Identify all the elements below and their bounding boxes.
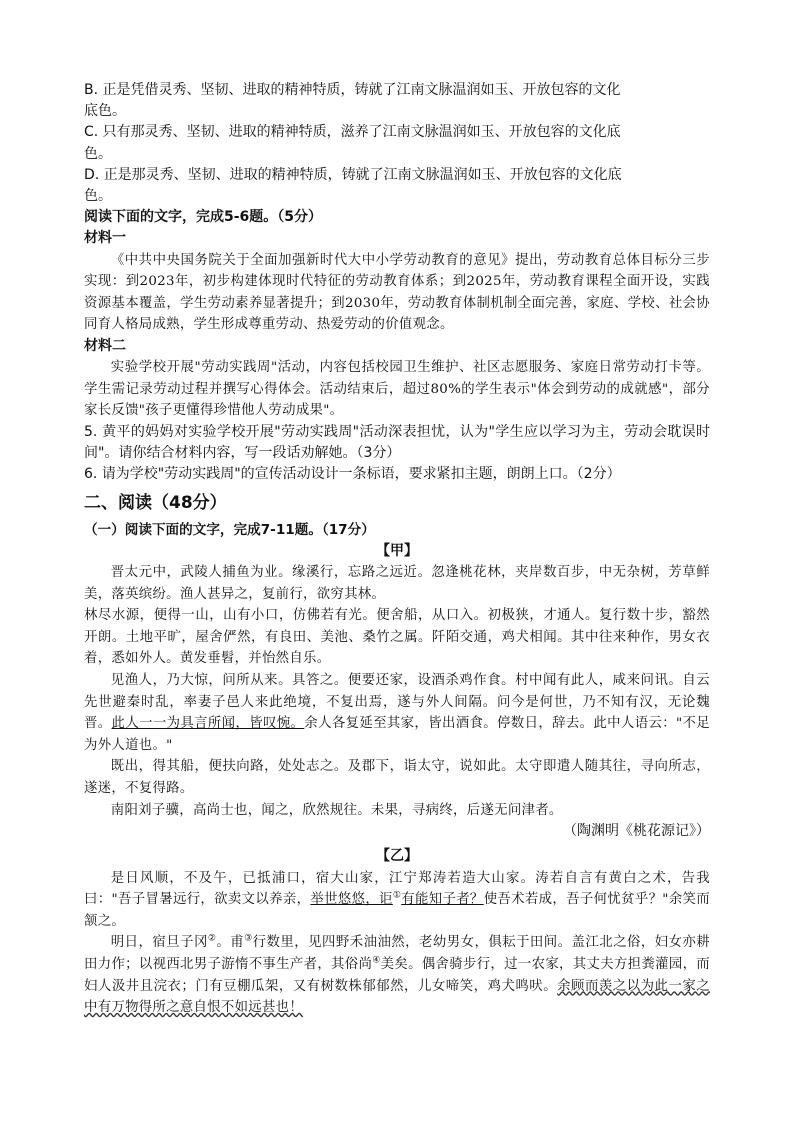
jia-source: （陶渊明《桃花源记》） bbox=[563, 823, 710, 840]
jia-underlined-sentence: 此人一一为具言所闻，皆叹惋。 bbox=[111, 716, 305, 732]
jia-paragraph-4: 既出，得其船，便扶向路，处处志之。及郡下，诣太守，说如此。太守即遣人随其往，寻向所志，遂迷，不复得路。 bbox=[84, 759, 710, 796]
option-d-line1: D. 正是那灵秀、坚韧、进取的精神特质，铸就了江南文脉温润如玉、开放包容的文化底 bbox=[84, 166, 622, 183]
reading-5-6-heading: 阅读下面的文字，完成5-6题。（5分） bbox=[84, 209, 323, 226]
jia-paragraph-2: 林尽水源，便得一山，山有小口，仿佛若有光。便舍船，从口入。初极狭，才通人。复行数十步，豁然开朗。土地平旷，屋舍俨然，有良田、美池、桑竹之属。阡陌交通，鸡犬相闻。其中往来种作，男女衣着，悉如外人。黄发垂髫，并怡然自乐。 bbox=[84, 608, 710, 667]
option-b-line2: 底色。 bbox=[84, 103, 126, 120]
footnote-marker-4: ④ bbox=[372, 955, 381, 966]
jia-p3-text-b: 余人各复延至其家，皆出酒食。停数日，辞去。此中人语云："不足为外人道也。" bbox=[84, 716, 710, 753]
passage-yi-label: 【乙】 bbox=[376, 848, 418, 865]
yi-paragraph-2 bbox=[84, 932, 710, 1018]
option-b-line1: B. 正是凭借灵秀、坚韧、进取的精神特质，铸就了江南文脉温润如玉、开放包容的文化 bbox=[84, 82, 621, 98]
material-2-title: 材料二 bbox=[84, 338, 126, 354]
yi-p2-text-a: 明日，宿旦子冈 bbox=[110, 935, 208, 951]
material-1-text: 《中共中央国务院关于全面加强新时代大中小学劳动教育的意见》提出，劳动教育总体目标分三步实现：到2023年，初步构建体现时代特征的劳动教育体系；到2025年，劳动教育课程全面开设，实践资源基本覆盖，学生劳动素养显著提升；到2030年，劳动教育体制机制全面完善，家庭、学校、社会协同育人格局成熟，学生形成尊重劳动、热爱劳动的价值观念。 bbox=[84, 252, 710, 333]
yi-p2-text-b: 。甫 bbox=[216, 935, 245, 951]
jia-p3-text-a: 见渔人，乃大惊，问所从来。具答之。便要还家，设酒杀鸡作食。村中闻有此人，咸来问讯。自云先世避秦时乱，率妻子邑人来此绝境，不复出焉，遂与外人间隔。问今是何世，乃不知有汉，无论魏晋。 bbox=[84, 672, 710, 732]
section-2-title: 二、阅读（48分） bbox=[84, 492, 227, 513]
option-c-line2: 色。 bbox=[84, 145, 112, 162]
footnote-marker-2: ② bbox=[207, 933, 217, 944]
passage-jia-label: 【甲】 bbox=[376, 542, 418, 559]
yi-p1-text-b: 使吾术若成，吾子何忧贫乎？"余笑而颔之。 bbox=[84, 892, 710, 929]
yi-underlined-phrase-2: 有能知子者？ bbox=[401, 892, 484, 908]
option-d-line2: 色。 bbox=[84, 188, 112, 205]
footnote-marker-3: ③ bbox=[244, 933, 253, 944]
yi-paragraph-1 bbox=[84, 868, 710, 933]
jia-paragraph-5: 南阳刘子骥，高尚士也，闻之，欣然规往。未果，寻病终，后遂无问津者。 bbox=[110, 802, 563, 818]
material-2-text: 实验学校开展"劳动实践周"活动，内容包括校园卫生维护、社区志愿服务、家庭日常劳动打卡等。学生需记录劳动过程并撰写心得体会。活动结束后，超过80%的学生表示"体会到劳动的成就感"，部分家长反馈"孩子更懂得珍惜他人劳动成果"。 bbox=[84, 360, 710, 419]
option-c-line1: C. 只有那灵秀、坚韧、进取的精神特质，滋养了江南文脉温润如玉、开放包容的文化底 bbox=[84, 124, 621, 141]
footnote-marker-1: ① bbox=[392, 890, 402, 901]
yi-p1-text-a: 是日风顺，不及午，已抵浦口，宿大山家，江宁郑涛若造大山家。涛若自言有黄白之术，告我曰："吾子冒暑远行，欲卖文以养亲， bbox=[84, 870, 710, 908]
subsection-1-heading: （一）阅读下面的文字，完成7-11题。（17分） bbox=[84, 521, 375, 538]
question-5: 5. 黄平的妈妈对实验学校开展"劳动实践周"活动深表担忧，认为"学生应以学习为主，劳动会耽误时间"。请你结合材料内容，写一段话劝解她。（3分） bbox=[84, 423, 710, 462]
jia-paragraph-3 bbox=[84, 670, 710, 756]
yi-p2-text-c: 行数里，见四野禾油油然，老幼男女，俱耘于田间。盖江北之俗，妇女亦耕田力作；以视西北男子游惰不事生产者，其俗尚 bbox=[84, 935, 710, 972]
yi-p2-text-d: 美矣。偶舍骑步行，过一农家，其丈夫方担粪灌园，而妇人汲井且浣衣；门有豆棚瓜架，又有树数株郁郁然，儿女啼笑，鸡犬鸣吠。 bbox=[84, 956, 710, 994]
yi-wavy-underlined-sentence: 余顾而羡之以为此一家之中有万物得所之意自恨不如远甚也！ bbox=[84, 978, 710, 1016]
document-page bbox=[84, 80, 710, 1019]
question-6: 6. 请为学校"劳动实践周"的宣传活动设计一条标语，要求紧扣主题，朗朗上口。（2分） bbox=[84, 466, 621, 483]
jia-paragraph-1: 晋太元中，武陵人捕鱼为业。缘溪行，忘路之远近。忽逢桃花林，夹岸数百步，中无杂树，芳草鲜美，落英缤纷。渔人甚异之，复前行，欲穷其林。 bbox=[84, 565, 710, 602]
yi-underlined-phrase-1: 举世悠悠，讵 bbox=[310, 892, 393, 908]
material-1-title: 材料一 bbox=[84, 230, 126, 247]
